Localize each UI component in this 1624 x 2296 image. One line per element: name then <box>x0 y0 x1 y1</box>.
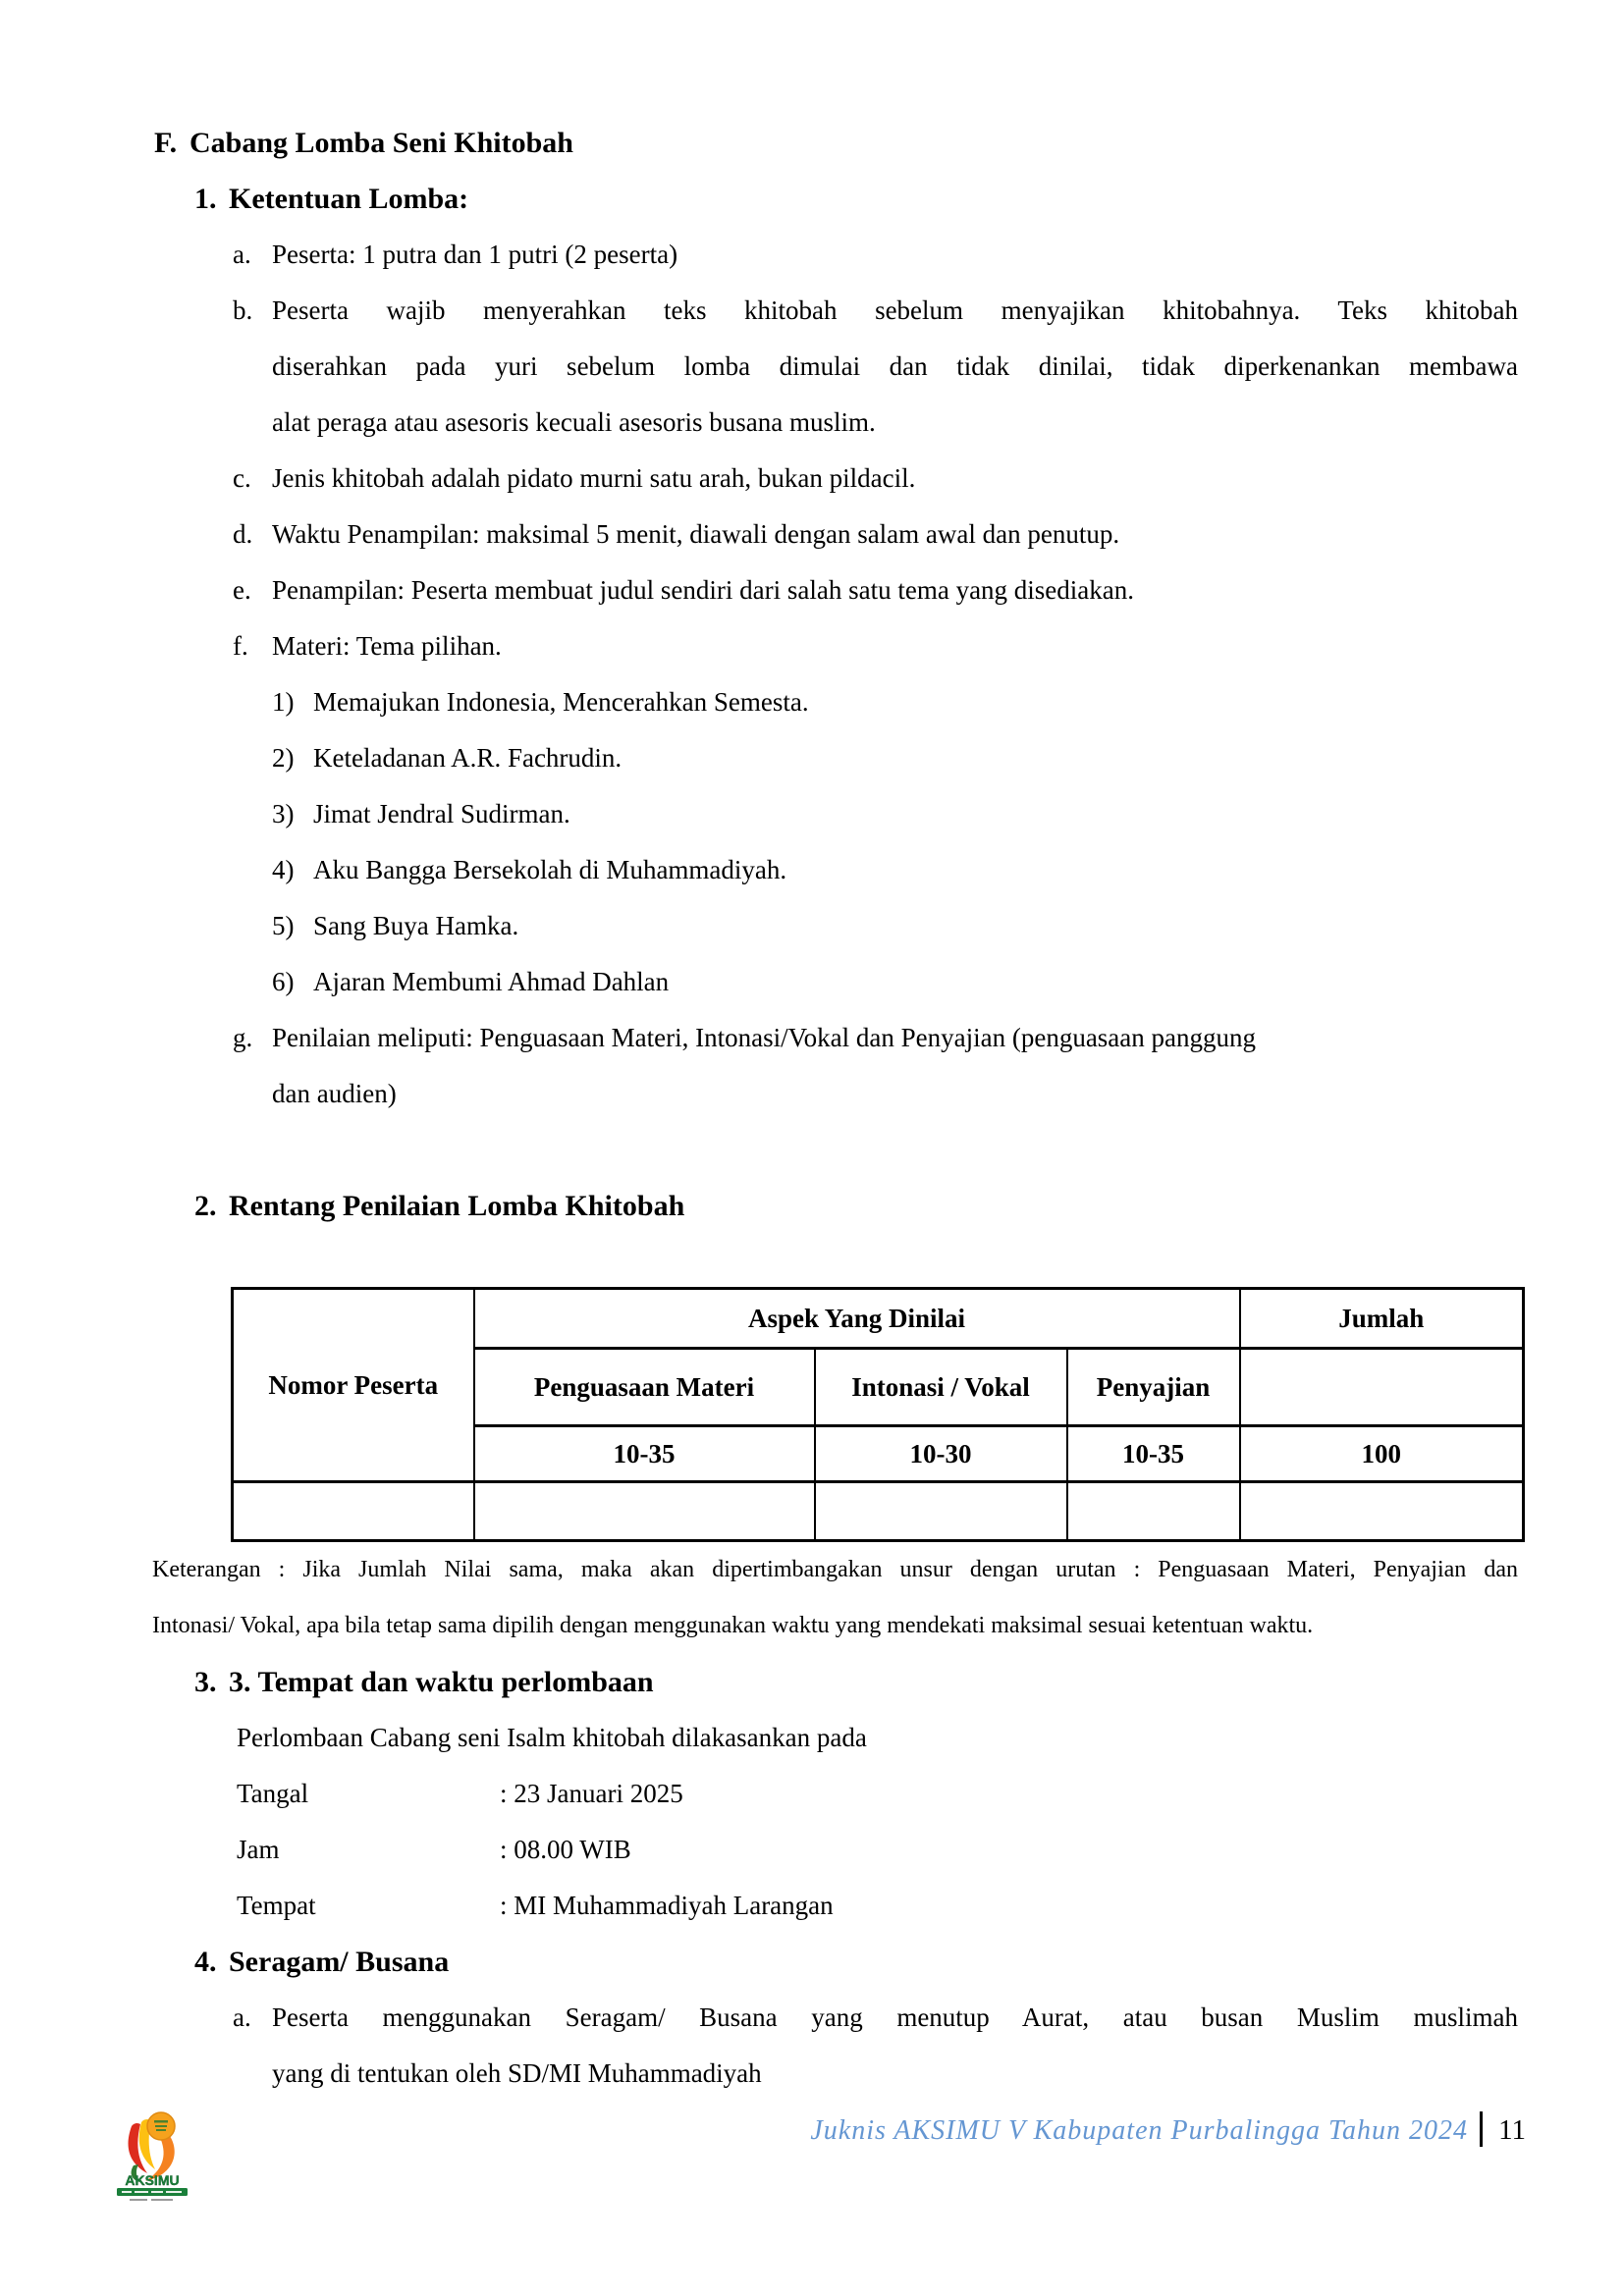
footer-document-title: Juknis AKSIMU V Kabupaten Purbalingga Tahun 2024 <box>810 2115 1469 2146</box>
heading-4-title: Seragam/ Busana <box>229 1946 450 1978</box>
footer-divider <box>1480 2111 1483 2147</box>
keterangan-line2 <box>152 1598 1518 1654</box>
list-item-text: Materi: Tema pilihan. <box>272 631 502 661</box>
list-item-b-line2 <box>152 339 1518 395</box>
info-row-jam <box>152 1822 1518 1878</box>
info-label: Jam <box>237 1835 280 1864</box>
theme-item-2 <box>152 730 1518 786</box>
list-item-text: Jenis khitobah adalah pidato murni satu arah, bukan pildacil. <box>272 463 916 493</box>
theme-marker: 5) <box>272 911 295 940</box>
list-item-text: Peserta: 1 putra dan 1 putri (2 peserta) <box>272 240 678 269</box>
list-item-b-line3 <box>152 395 1518 451</box>
theme-text: Aku Bangga Bersekolah di Muhammadiyah. <box>313 855 787 884</box>
heading-1-number: 1. <box>194 183 217 215</box>
list-item-text: Waktu Penampilan: maksimal 5 menit, diawali dengan salam awal dan penutup. <box>272 519 1120 549</box>
list-item-text: Penilaian meliputi: Penguasaan Materi, Intonasi/Vokal dan Penyajian (penguasaan panggung <box>272 1023 1257 1052</box>
theme-text: Memajukan Indonesia, Mencerahkan Semesta. <box>313 687 809 717</box>
table-cell-total: 100 <box>1240 1426 1524 1482</box>
list-item-text: yang di tentukan oleh SD/MI Muhammadiyah <box>272 2058 762 2088</box>
info-row-tempat <box>152 1878 1518 1934</box>
list-marker: c. <box>233 463 251 493</box>
heading-2-title: Rentang Penilaian Lomba Khitobah <box>229 1190 685 1222</box>
theme-text: Keteladanan A.R. Fachrudin. <box>313 743 623 773</box>
heading-seragam-busana <box>152 1934 1518 1990</box>
list-item-f <box>152 618 1518 674</box>
list-marker: g. <box>233 1023 253 1052</box>
list-item-e <box>152 562 1518 618</box>
section-f-heading <box>152 115 1518 171</box>
list-item-g-line1 <box>152 1010 1518 1066</box>
list-item-text: diserahkan pada yuri sebelum lomba dimulai dan tidak dinilai, tidak diperkenankan membawa <box>272 351 1518 381</box>
keterangan-text: Keterangan : Jika Jumlah Nilai sama, maka akan dipertimbangakan unsur dengan urutan : Penguasaan Materi, Penyajian dan <box>152 1557 1518 1582</box>
table-cell-range-materi: 10-35 <box>474 1426 815 1482</box>
theme-text: Sang Buya Hamka. <box>313 911 519 940</box>
seragam-item-a-line1 <box>152 1990 1518 2046</box>
page-footer <box>810 2103 1526 2159</box>
score-range-table <box>231 1287 1525 1542</box>
table-cell-penguasaan-materi: Penguasaan Materi <box>474 1349 815 1426</box>
section-f-label: F. <box>154 127 178 159</box>
list-item-text: Peserta menggunakan Seragam/ Busana yang menutup Aurat, atau busan Muslim muslimah <box>272 2002 1518 2032</box>
theme-text: Jimat Jendral Sudirman. <box>313 799 570 828</box>
theme-marker: 1) <box>272 687 295 717</box>
list-marker: f. <box>233 631 248 661</box>
list-marker: e. <box>233 575 251 605</box>
info-value: : 23 Januari 2025 <box>500 1779 683 1808</box>
info-label: Tempat <box>237 1891 316 1920</box>
table-cell-nomor-peserta: Nomor Peserta <box>233 1289 474 1482</box>
table-cell-jumlah: Jumlah <box>1240 1289 1524 1349</box>
heading-2-number: 2. <box>194 1190 217 1222</box>
list-item-d <box>152 507 1518 562</box>
theme-text: Ajaran Membumi Ahmad Dahlan <box>313 967 670 996</box>
theme-item-5 <box>152 898 1518 954</box>
info-label: Tangal <box>237 1779 309 1808</box>
list-item-text: alat peraga atau asesoris kecuali asesoris busana muslim. <box>272 407 876 437</box>
heading-4-number: 4. <box>194 1946 217 1978</box>
list-item-text: Penampilan: Peserta membuat judul sendiri dari salah satu tema yang disediakan. <box>272 575 1135 605</box>
list-item-g-line2 <box>152 1066 1518 1122</box>
table-cell-empty <box>1067 1482 1240 1541</box>
info-row-tanggal <box>152 1766 1518 1822</box>
heading-3-title: 3. Tempat dan waktu perlombaan <box>229 1666 654 1698</box>
theme-marker: 2) <box>272 743 295 773</box>
keterangan-text: Intonasi/ Vokal, apa bila tetap sama dipilih dengan menggunakan waktu yang mendekati maksimal sesuai ketentuan waktu. <box>152 1613 1314 1638</box>
section-f-title: Cabang Lomba Seni Khitobah <box>189 127 573 159</box>
theme-item-4 <box>152 842 1518 898</box>
list-item-text: dan audien) <box>272 1079 397 1108</box>
tempat-intro-text: Perlombaan Cabang seni Isalm khitobah dilakasankan pada <box>237 1723 867 1752</box>
list-marker: a. <box>233 2002 251 2032</box>
keterangan-line1 <box>152 1542 1518 1598</box>
aksimu-logo-icon <box>108 2110 196 2205</box>
heading-tempat-waktu <box>152 1654 1518 1710</box>
heading-rentang-penilaian <box>152 1178 1518 1234</box>
table-cell-penyajian: Penyajian <box>1067 1349 1240 1426</box>
info-value: : 08.00 WIB <box>500 1835 631 1864</box>
tempat-intro-line <box>152 1710 1518 1766</box>
list-item-b-line1 <box>152 283 1518 339</box>
list-marker: a. <box>233 240 251 269</box>
theme-marker: 3) <box>272 799 295 828</box>
document-body <box>152 115 1518 2102</box>
svg-text:AKSIMU: AKSIMU <box>125 2172 180 2188</box>
seragam-item-a-line2 <box>152 2046 1518 2102</box>
theme-item-3 <box>152 786 1518 842</box>
info-value: : MI Muhammadiyah Larangan <box>500 1891 834 1920</box>
list-item-text: Peserta wajib menyerahkan teks khitobah sebelum menyajikan khitobahnya. Teks khitobah <box>272 295 1518 325</box>
footer-page-number: 11 <box>1498 2114 1526 2146</box>
table-empty-row <box>233 1482 1524 1541</box>
table-cell-empty <box>1240 1349 1524 1426</box>
table-cell-intonasi-vokal: Intonasi / Vokal <box>815 1349 1067 1426</box>
heading-3-number: 3. <box>194 1666 217 1698</box>
heading-ketentuan-lomba <box>152 171 1518 227</box>
list-item-c <box>152 451 1518 507</box>
theme-item-1 <box>152 674 1518 730</box>
list-item-a <box>152 227 1518 283</box>
table-cell-empty <box>474 1482 815 1541</box>
theme-marker: 6) <box>272 967 295 996</box>
table-header-row <box>233 1289 1524 1349</box>
list-marker: d. <box>233 519 253 549</box>
table-cell-empty <box>815 1482 1067 1541</box>
table-cell-aspek-yang-dinilai: Aspek Yang Dinilai <box>474 1289 1240 1349</box>
theme-item-6 <box>152 954 1518 1010</box>
table-cell-range-intonasi: 10-30 <box>815 1426 1067 1482</box>
heading-1-title: Ketentuan Lomba: <box>229 183 469 215</box>
theme-marker: 4) <box>272 855 295 884</box>
table-cell-empty <box>233 1482 474 1541</box>
list-marker: b. <box>233 295 253 325</box>
table-cell-range-penyajian: 10-35 <box>1067 1426 1240 1482</box>
table-cell-empty <box>1240 1482 1524 1541</box>
